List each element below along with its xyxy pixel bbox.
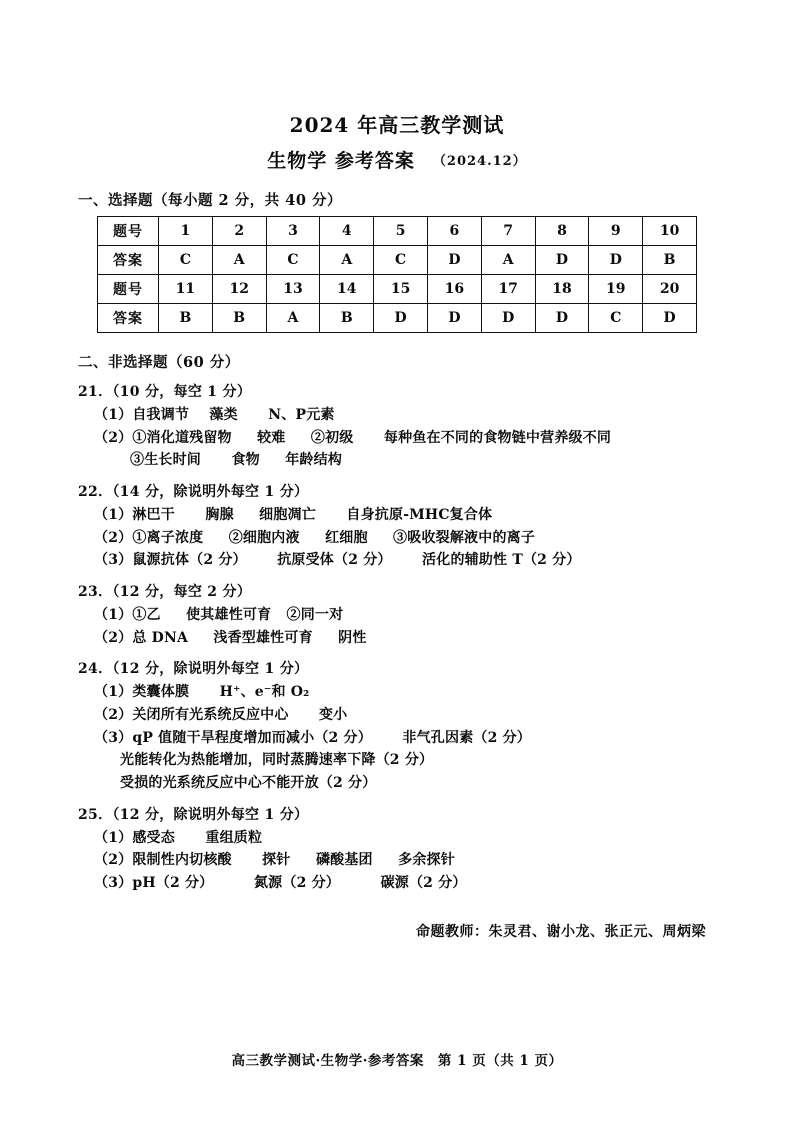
table-row xyxy=(98,217,697,246)
cell-q-6: 6 xyxy=(427,217,481,246)
answer-line: （2）总 DNA 浅香型雄性可育 阴性 xyxy=(94,629,367,646)
cell-q-4: 4 xyxy=(320,217,374,246)
cell-q-15: 15 xyxy=(374,275,428,304)
answer-line: （1）感受态 重组质粒 xyxy=(94,829,263,846)
cell-a-15: D xyxy=(374,304,428,333)
question-head-23: 23．（12 分，每空 2 分） xyxy=(78,584,252,601)
answer-table xyxy=(97,216,697,333)
question-block-25 xyxy=(78,804,716,895)
answer-line: （2）限制性内切核酸 探针 磷酸基团 多余探针 xyxy=(94,852,455,869)
cell-q-3: 3 xyxy=(266,217,320,246)
cell-q-11: 11 xyxy=(159,275,213,304)
answer-line: （1）淋巴干 胸腺 细胞凋亡 自身抗原-MHC复合体 xyxy=(94,507,493,524)
answer-line: （1）①乙 使其雄性可育 ②同一对 xyxy=(94,607,344,624)
answer-line: （2）关闭所有光系统反应中心 变小 xyxy=(94,707,348,724)
cell-a-4: A xyxy=(320,246,374,275)
page-title: 2024 年高三教学测试 xyxy=(289,113,505,137)
cell-a-16: D xyxy=(427,304,481,333)
cell-a-5: C xyxy=(374,246,428,275)
table-row xyxy=(98,246,697,275)
question-head-22: 22．（14 分，除说明外每空 1 分） xyxy=(78,484,309,501)
cell-a-2: A xyxy=(212,246,266,275)
row-label-answer-2: 答案 xyxy=(98,304,159,333)
cell-q-1: 1 xyxy=(159,217,213,246)
cell-a-3: C xyxy=(266,246,320,275)
cell-a-6: D xyxy=(427,246,481,275)
answer-line: （2）①离子浓度 ②细胞内液 红细胞 ③吸收裂解液中的离子 xyxy=(94,529,536,546)
cell-q-18: 18 xyxy=(535,275,589,304)
cell-q-5: 5 xyxy=(374,217,428,246)
question-block-21 xyxy=(78,381,716,472)
cell-a-12: B xyxy=(212,304,266,333)
cell-q-20: 20 xyxy=(643,275,697,304)
title-block xyxy=(78,110,716,173)
cell-q-12: 12 xyxy=(212,275,266,304)
answer-line: （3）qP 值随干旱程度增加而减小（2 分） 非气孔因素（2 分） xyxy=(94,729,532,746)
cell-a-8: D xyxy=(535,246,589,275)
subtitle-row xyxy=(78,146,716,173)
page-footer xyxy=(0,1049,794,1069)
cell-q-7: 7 xyxy=(481,217,535,246)
question-block-23 xyxy=(78,581,716,649)
question-head-25: 25．（12 分，除说明外每空 1 分） xyxy=(78,806,309,823)
cell-a-14: B xyxy=(320,304,374,333)
answer-line: （3）鼠源抗体（2 分） 抗原受体（2 分） 活化的辅助性 T（2 分） xyxy=(94,552,581,569)
cell-q-19: 19 xyxy=(589,275,643,304)
table-row xyxy=(98,304,697,333)
cell-a-19: C xyxy=(589,304,643,333)
footer-text: 高三教学测试·生物学·参考答案 xyxy=(231,1053,424,1069)
cell-a-10: B xyxy=(643,246,697,275)
question-block-22 xyxy=(78,481,716,572)
answer-line: 光能转化为热能增加，同时蒸腾速率下降（2 分） xyxy=(120,752,434,769)
cell-a-9: D xyxy=(589,246,643,275)
answer-line: （1）类囊体膜 H⁺、e⁻和 O₂ xyxy=(94,684,310,701)
cell-q-9: 9 xyxy=(589,217,643,246)
cell-a-13: A xyxy=(266,304,320,333)
question-head-21: 21．（10 分，每空 1 分） xyxy=(78,384,252,400)
cell-q-10: 10 xyxy=(643,217,697,246)
question-block-24 xyxy=(78,658,716,794)
cell-q-13: 13 xyxy=(266,275,320,304)
cell-a-18: D xyxy=(535,304,589,333)
question-head-24: 24．（12 分，除说明外每空 1 分） xyxy=(78,661,309,678)
table-row xyxy=(98,275,697,304)
cell-a-17: D xyxy=(481,304,535,333)
cell-q-14: 14 xyxy=(320,275,374,304)
section-heading-choice: 一、选择题（每小题 2 分，共 40 分） xyxy=(78,192,342,209)
cell-a-1: C xyxy=(159,246,213,275)
answer-line: （1）自我调节 藻类 N、P元素 xyxy=(94,407,335,423)
answer-line: 受损的光系统反应中心不能开放（2 分） xyxy=(120,775,377,792)
cell-q-16: 16 xyxy=(427,275,481,304)
cell-q-8: 8 xyxy=(535,217,589,246)
cell-a-20: D xyxy=(643,304,697,333)
answer-line: （2）①消化道残留物 较难 ②初级 每种鱼在不同的食物链中营养级不同 xyxy=(94,429,612,446)
row-label-answer: 答案 xyxy=(98,246,159,275)
cell-q-17: 17 xyxy=(481,275,535,304)
teacher-credit-line: 命题教师：朱灵君、谢小龙、张正元、周炳梁 xyxy=(416,923,706,940)
cell-a-11: B xyxy=(159,304,213,333)
row-label-question-2: 题号 xyxy=(98,275,159,304)
cell-q-2: 2 xyxy=(212,217,266,246)
answer-line: ③生长时间 食物 年龄结构 xyxy=(130,452,343,469)
answer-line: （3）pH（2 分） 氮源（2 分） 碳源（2 分） xyxy=(94,875,467,892)
row-label-question: 题号 xyxy=(98,217,159,246)
section-heading-noncheck: 二、非选择题（60 分） xyxy=(78,354,240,371)
subject-subtitle: 生物学 参考答案 xyxy=(267,150,415,172)
cell-a-7: A xyxy=(481,246,535,275)
footer-page-number: 第 1 页（共 1 页） xyxy=(437,1053,563,1069)
document-date: （2024.12） xyxy=(432,154,527,169)
